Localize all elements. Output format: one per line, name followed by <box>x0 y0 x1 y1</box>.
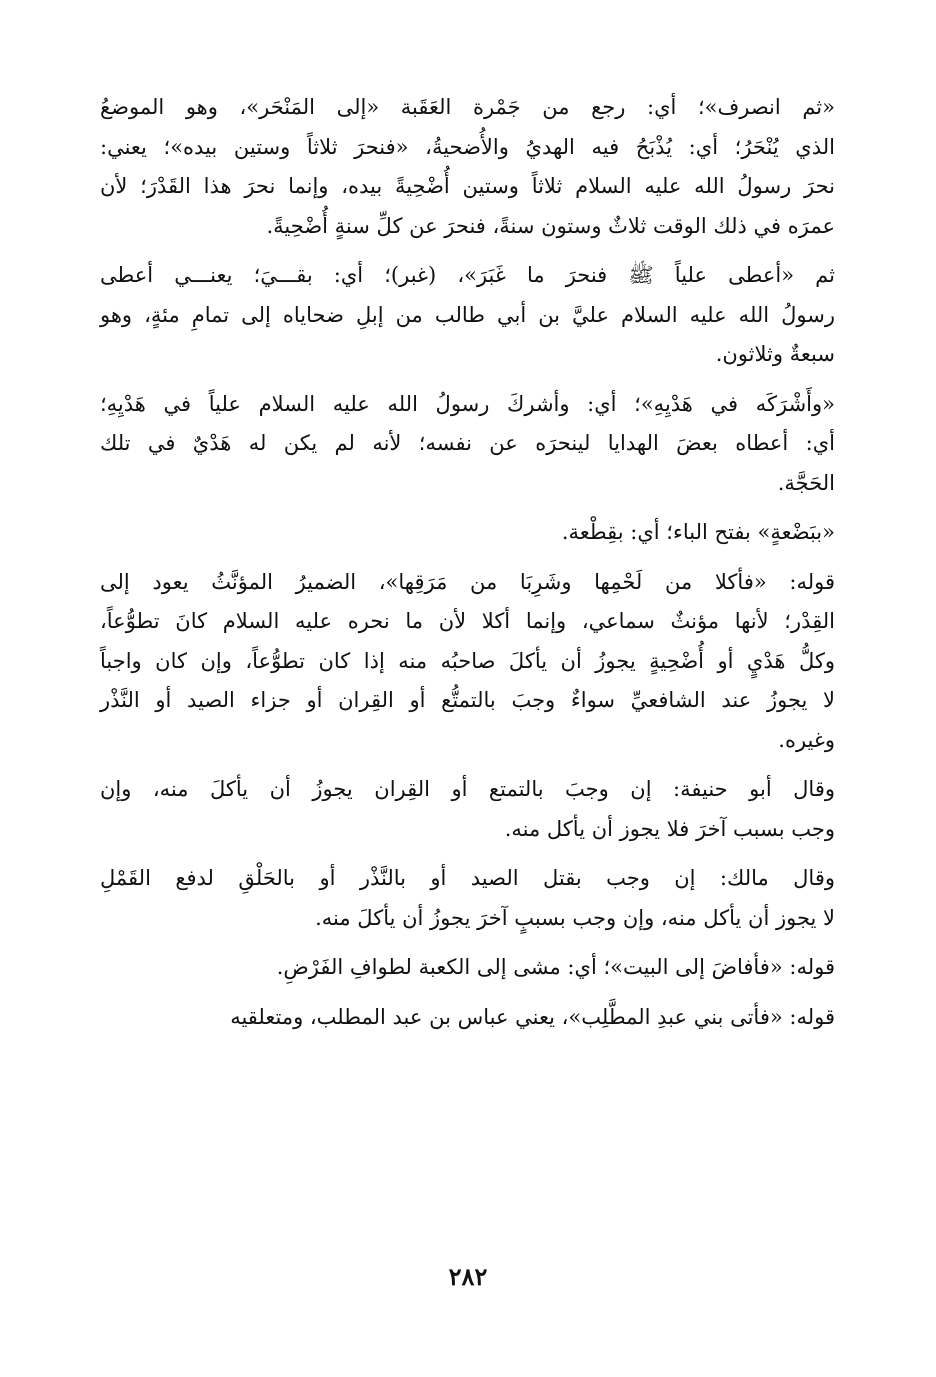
page-body <box>100 88 835 1047</box>
paragraph <box>100 563 835 761</box>
text-line: سبعةٌ وثلاثون. <box>715 342 835 366</box>
text-line: لا يجوز أن يأكل منه، وإن وجب بسببٍ آخرَ يجوزُ أن يأكلَ منه. <box>315 905 835 930</box>
paragraph <box>100 88 835 246</box>
text-line: قوله: «فأتى بني عبدِ المطَّلِب»، يعني عباس بن عبد المطلب، ومتعلقيه <box>230 1004 835 1029</box>
text-line: رسولُ الله عليه السلام عليَّ بن أبي طالب من إبلِ ضحاياه إلى تمامِ مئةٍ، وهو <box>100 302 835 327</box>
paragraph <box>100 770 835 849</box>
text-line: نحرَ رسولُ الله عليه السلام ثلاثاً وستين أُضْحِيةً بيده، وإنما نحرَ هذا القَدْرَ؛ لأن <box>100 174 835 198</box>
text-line: أي: أعطاه بعضَ الهدايا لينحرَه عن نفسه؛ لأنه لم يكن له هَدْيٌ في تلك <box>100 431 835 455</box>
text-line: قوله: «فأكلا من لَحْمِها وشَرِبَا من مَرَقِها»، الضميرُ المؤنَّثُ يعود إلى <box>100 569 835 594</box>
paragraph <box>100 513 835 553</box>
paragraph <box>100 998 835 1038</box>
text-line: وكلُّ هَدْيٍ أو أُضْحِيةٍ يجوزُ أن يأكلَ صاحبُه منه إذا كان تطوُّعاً، وإن كان واجباً <box>100 648 835 673</box>
paragraph <box>100 256 835 375</box>
text-line: «ثم انصرف»؛ أي: رجع من جَمْرة العَقَبة «إلى المَنْحَر»، وهو الموضعُ <box>100 95 835 119</box>
paragraph <box>100 859 835 938</box>
page-number: ٢٨٢ <box>448 1262 488 1291</box>
text-line: وغيره. <box>778 727 835 752</box>
text-line: وجب بسبب آخرَ فلا يجوز أن يأكل منه. <box>504 816 835 841</box>
text-line: وقال أبو حنيفة: إن وجبَ بالتمتع أو القِران يجوزُ أن يأكلَ منه، وإن <box>100 777 835 801</box>
text-line: القِدْر؛ لأنها مؤنثٌ سماعي، وإنما أكلا لأن ما نحره عليه السلام كانَ تطوُّعاً، <box>100 609 835 633</box>
text-line: قوله: «فأفاضَ إلى البيت»؛ أي: مشى إلى الكعبة لطوافِ الفَرْضِ. <box>276 955 835 979</box>
text-line: ثم «أعطى علياً ﷺ فنحرَ ما غَبَرَ»، (غبر)؛ أي: بقـــيَ؛ يعنـــي أعطى <box>100 263 835 287</box>
paragraph <box>100 385 835 504</box>
text-line: عمرَه في ذلك الوقت ثلاثٌ وستون سنةً، فنحرَ عن كلِّ سنةٍ أُضْحِيةً. <box>266 213 835 238</box>
text-line: «وأَشْرَكَه في هَدْيِهِ»؛ أي: وأشركَ رسولُ الله عليه السلام علياً في هَدْيِهِ؛ <box>100 391 835 416</box>
paragraph <box>100 948 835 988</box>
text-line: «ببَضْعةٍ» بفتح الباء؛ أي: بقِطْعة. <box>561 520 835 544</box>
text-line: وقال مالك: إن وجب بقتل الصيد أو بالنَّذْر أو بالحَلْقِ لدفع القَمْلِ <box>100 866 835 890</box>
text-line: لا يجوزُ عند الشافعيِّ سواءٌ وجبَ بالتمتُّع أو القِران أو جزاء الصيد أو النَّذْر <box>100 688 835 712</box>
text-line: الحَجَّة. <box>777 470 835 495</box>
text-line: الذي يُنْحَرُ؛ أي: يُذْبَحُ فيه الهديُ والأُضحيةُ، «فنحرَ ثلاثاً وستين بيده»؛ يعني: <box>100 134 835 159</box>
